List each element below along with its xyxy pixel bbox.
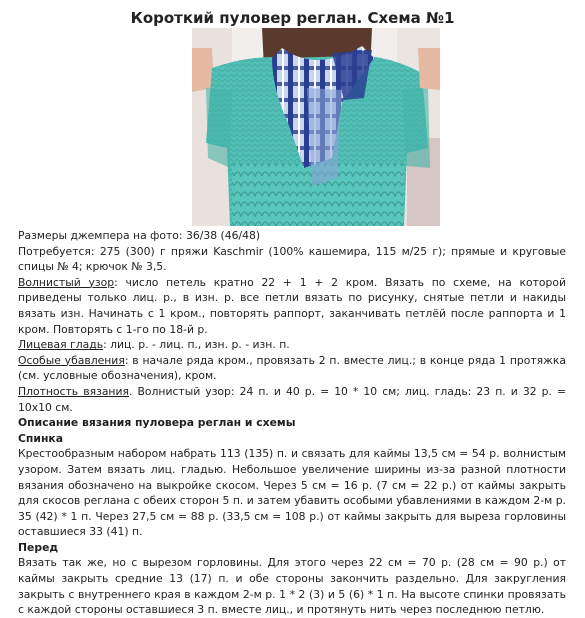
front-paragraph: Вязать так же, но с вырезом горловины. Для этого через 22 см = 70 р. (28 см = 90 р.) от каймы закрыть средние 13 (17) п. и обе стороны закончить раздельно. Для закругления закрыть с внутреннего края в каждом 2-м р. 1 * 2 (3) и 5 (6) * 1 п. На высоте спинки провязать с каждой стороны оставшиеся 3 п. вместе лиц., и протянуть нить через последнюю петлю. xyxy=(18,556,566,617)
gauge-paragraph xyxy=(18,384,566,415)
section-heading: Описание вязания пуловера реглан и схемы xyxy=(18,416,296,430)
decreases-text: : в начале ряда кром., провязать 2 п. вместе лиц.; в конце ряда 1 протяжка (см. условные обозначения), кром. xyxy=(18,353,566,383)
page-title: Короткий пуловер реглан. Схема №1 xyxy=(130,9,455,27)
back-paragraph: Крестообразным набором набрать 113 (135) п. и связать для каймы 13,5 см = 54 р. волнистым узором. Затем вязать лиц. гладью. Небольшое увеличение ширины из-за разной плотности вязания обозначено на выкройке скосом. Через 5 см = 16 р. (7 см = 22 р.) от каймы закрыть для скосов реглана с обеих сторон 5 п. и затем убавить особыми убавлениями в каждом 2-м р. 35 (42) * 1 п. Через 27,5 см = 88 р. (33,5 см = 108 р.) от каймы закрыть для выреза горловины оставшиеся 33 (41) п. xyxy=(18,447,566,539)
wave-pattern-label: Волнистый узор xyxy=(18,275,115,289)
stockinette-text: : лиц. р. - лиц. п., изн. р. - изн. п. xyxy=(103,338,290,352)
pattern-description xyxy=(18,228,566,618)
sweater-photo xyxy=(192,28,440,226)
woman-in-turquoise-sweater-with-scarf-icon xyxy=(192,28,440,226)
gauge-text: . Волнистый узор: 24 п. и 40 р. = 10 * 10 см; лиц. гладь: 23 п. и 32 р. = 10x10 см. xyxy=(18,384,566,414)
wave-pattern-paragraph xyxy=(18,275,566,337)
decreases-label: Особые убавления xyxy=(18,353,125,367)
wave-pattern-text: : число петель кратно 22 + 1 + 2 кром. Вязать по схеме, на которой приведены только лиц. р., в изн. р. все петли вязать по рисунку, снятые петли и накиды вязать изн. Начинать с 1 кром., повторять раппорт, заканчивать петлёй после раппорта и 1 кром. Повторять с 1-го по 18-й р. xyxy=(18,275,567,336)
decreases-paragraph xyxy=(18,353,566,384)
stockinette-paragraph xyxy=(18,337,566,353)
materials-paragraph: Потребуется: 275 (300) г пряжи Kaschmir (100% кашемира, 115 м/25 г); прямые и круговые спицы № 4; крючок № 3,5. xyxy=(18,244,566,274)
stockinette-label: Лицевая гладь xyxy=(18,338,104,352)
back-heading: Спинка xyxy=(18,431,64,445)
sizes-line: Размеры джемпера на фото: 36/38 (46/48) xyxy=(18,229,261,242)
gauge-label: Плотность вязания xyxy=(18,384,130,398)
front-heading: Перед xyxy=(18,540,59,554)
